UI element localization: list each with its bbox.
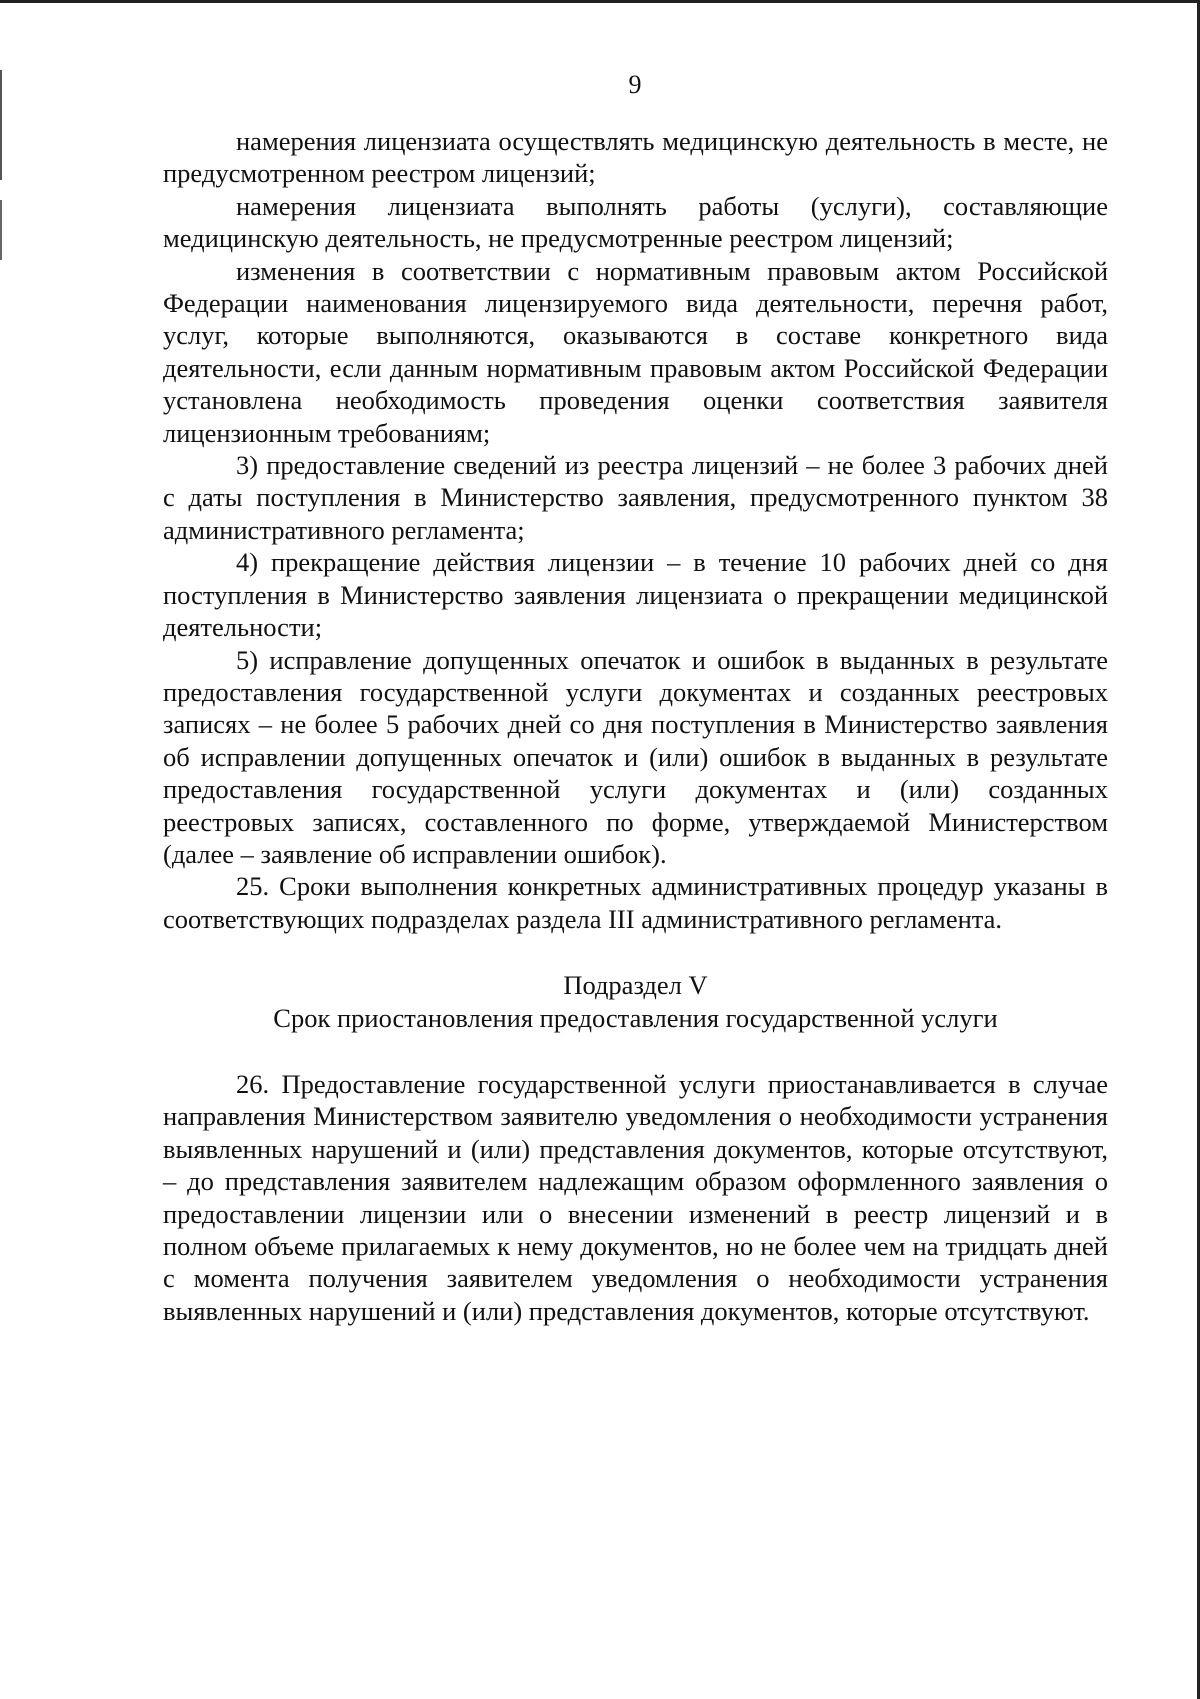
paragraph-relocation: намерения лицензиата осуществлять медицинскую деятельность в месте, не предусмотренном реестром лицензий; bbox=[163, 126, 1108, 189]
paragraph-26: 26. Предоставление государственной услуги приостанавливается в случае направления Министерством заявителю уведомления о необходимости устранения выявленных нарушений и (или) представления документов, которые отсутствуют, – до представления заявителем надлежащим образом оформленного заявления о предоставлении лицензии или о внесении изменений в реестр лицензий и в полном объеме прилагаемых к нему документов, но не более чем на тридцать дней с момента получения заявителем уведомления о необходимости устранения выявленных нарушений и (или) представления документов, которые отсутствуют. bbox=[163, 1068, 1108, 1326]
document-body bbox=[163, 125, 1108, 1327]
paragraph-item-4: 4) прекращение действия лицензии – в течение 10 рабочих дней со дня поступления в Министерство заявления лицензиата о прекращении медицинской деятельности; bbox=[163, 547, 1108, 643]
paragraph-new-services: намерения лицензиата выполнять работы (услуги), составляющие медицинскую деятельность, не предусмотренные реестром лицензий; bbox=[163, 190, 1108, 254]
page-number: 9 bbox=[628, 70, 642, 99]
paragraph-regulatory-change: изменения в соответствии с нормативным правовым актом Российской Федерации наименования лицензируемого вида деятельности, перечня работ, услуг, которые выполняются, оказываются в составе конкретного вида деятельности, если данным нормативным правовым актом Российской Федерации установлена необходимость проведения оценки соответствия заявителя лицензионным требованиям; bbox=[163, 255, 1108, 448]
subsection-title: Срок приостановления предоставления государственной услуги bbox=[273, 1002, 998, 1033]
paragraph-item-5: 5) исправление допущенных опечаток и ошибок в выданных в результате предоставления государственной услуги документах и созданных реестровых записях – не более 5 рабочих дней со дня поступления в Министерство заявления об исправлении допущенных опечаток и (или) ошибок в выданных в результате предоставления государственной услуги документах и (или) созданных реестровых записях, составленного по форме, утверждаемой Министерством (далее – заявление об исправлении ошибок). bbox=[163, 644, 1108, 869]
scan-edge-top bbox=[0, 0, 1200, 3]
scan-mark-left-lower bbox=[0, 200, 2, 260]
subsection-label: Подраздел V bbox=[563, 970, 708, 1001]
paragraph-item-3: 3) предоставление сведений из реестра лицензий – не более 3 рабочих дней с даты поступления в Министерство заявления, предусмотренного пунктом 38 административного регламента; bbox=[163, 450, 1108, 545]
paragraph-25: 25. Сроки выполнения конкретных административных процедур указаны в соответствующих подразделах раздела III административного регламента. bbox=[163, 871, 1108, 934]
